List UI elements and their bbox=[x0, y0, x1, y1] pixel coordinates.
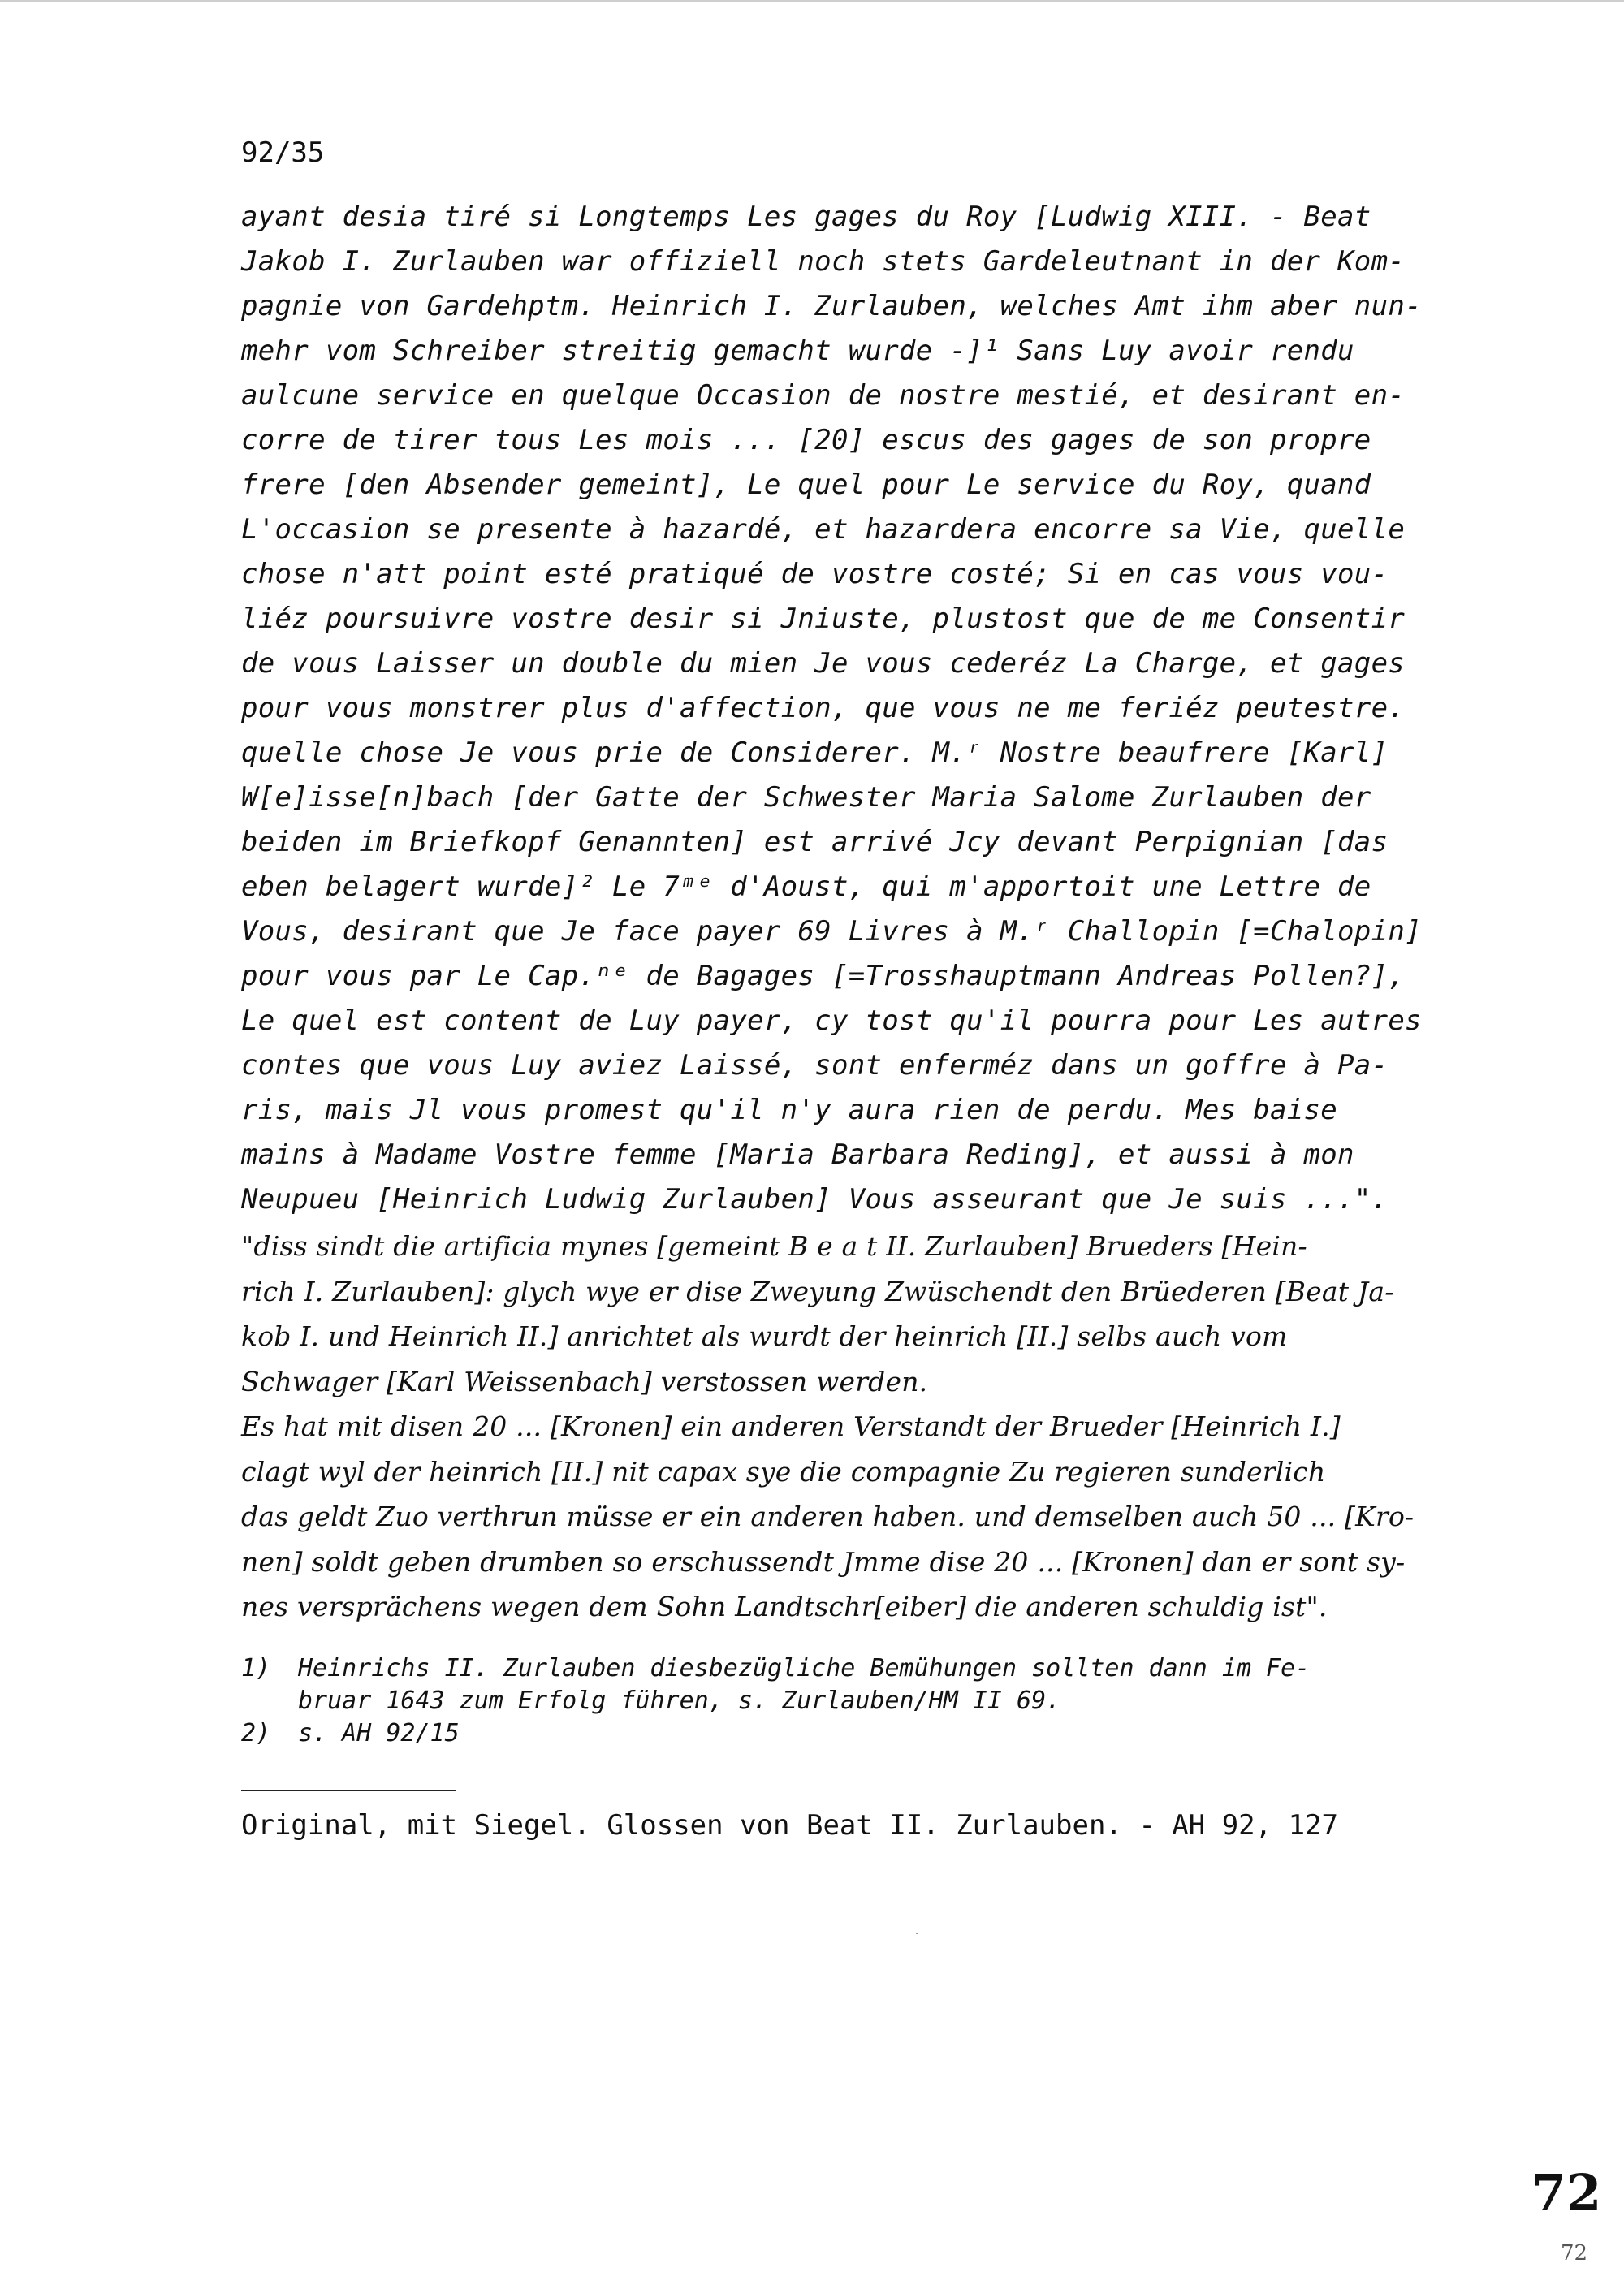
text-line: beiden im Briefkopf Genannten] est arrivé Jcy devant Perpignian [das bbox=[241, 826, 1389, 858]
text-line: Vous, desirant que Je face payer 69 Livres à M.ʳ Challopin [=Chalopin] bbox=[241, 915, 1422, 948]
document-id: 92/35 bbox=[241, 136, 325, 169]
glossa-line: kob I. und Heinrich II.] anrichtet als wurdt der heinrich [II.] selbs auch vom bbox=[241, 1320, 1288, 1352]
footnote-line: Heinrichs II. Zurlauben diesbezügliche Bemühungen sollten dann im Fe- bbox=[298, 1654, 1311, 1682]
text-line: Le quel est content de Luy payer, cy tost qu'il pourra pour Les autres bbox=[241, 1004, 1422, 1037]
footnote-number: 2) bbox=[241, 1719, 271, 1747]
glossa-line: "diss sindt die artificia mynes [gemeint B e a t II. Zurlauben] Brueders [Hein- bbox=[241, 1230, 1307, 1262]
text-line: Jakob I. Zurlauben war offiziell noch stets Gardeleutnant in der Kom- bbox=[241, 245, 1406, 278]
folio-number: 72 bbox=[1531, 2163, 1602, 2222]
text-line: de vous Laisser un double du mien Je vous cederéz La Charge, et gages bbox=[241, 647, 1406, 680]
text-line: quelle chose Je vous prie de Considerer. M.ʳ Nostre beaufrere [Karl] bbox=[241, 736, 1389, 769]
text-line: pagnie von Gardehptm. Heinrich I. Zurlauben, welches Amt ihm aber nun- bbox=[241, 290, 1422, 322]
folio-number-small: 72 bbox=[1561, 2241, 1588, 2266]
text-line: pour vous monstrer plus d'affection, que vous ne me feriéz peutestre. bbox=[241, 692, 1406, 724]
glossa-line: das geldt Zuo verthrun müsse er ein anderen haben. und demselben auch 50 ... [Kro- bbox=[241, 1501, 1415, 1532]
glossa-line: rich I. Zurlauben]: glych wye er dise Zweyung Zwüschendt den Brüederen [Beat Ja- bbox=[241, 1275, 1394, 1307]
glossa-line: Es hat mit disen 20 ... [Kronen] ein anderen Verstandt der Brueder [Heinrich I.] bbox=[241, 1410, 1341, 1442]
footnote-number: 1) bbox=[241, 1654, 271, 1682]
scan-edge bbox=[0, 0, 1624, 2]
text-line: liéz poursuivre vostre desir si Jniuste, plustost que de me Consentir bbox=[241, 603, 1406, 635]
glossa-line: nes versprächens wegen dem Sohn Landtschr[eiber] die anderen schuldig ist". bbox=[241, 1591, 1328, 1622]
footnotes bbox=[241, 1652, 1492, 1750]
glossa-line: clagt wyl der heinrich [II.] nit capax sye die compagnie Zu regieren sunderlich bbox=[241, 1455, 1326, 1488]
footnote-text bbox=[298, 1652, 1492, 1717]
text-line: ris, mais Jl vous promest qu'il n'y aura rien de perdu. Mes baise bbox=[241, 1094, 1338, 1126]
text-line: mains à Madame Vostre femme [Maria Barbara Reding], et aussi à mon bbox=[241, 1138, 1354, 1171]
footnote-line: bruar 1643 zum Erfolg führen, s. Zurlauben/HM II 69. bbox=[298, 1687, 1061, 1715]
text-line: mehr vom Schreiber streitig gemacht wurde -]¹ Sans Luy avoir rendu bbox=[241, 335, 1354, 367]
glossa-text bbox=[241, 1224, 1492, 1630]
text-line: W[e]isse[n]bach [der Gatte der Schwester Maria Salome Zurlauben der bbox=[241, 781, 1371, 814]
footnote bbox=[241, 1652, 1492, 1717]
glossa-line: nen] soldt geben drumben so erschussendt Jmme dise 20 ... [Kronen] dan er sont sy- bbox=[241, 1545, 1406, 1578]
text-line: L'occasion se presente à hazardé, et hazardera encorre sa Vie, quelle bbox=[241, 513, 1406, 546]
separator-rule bbox=[241, 1790, 456, 1791]
text-line: eben belagert wurde]² Le 7ᵐᵉ d'Aoust, qui m'apportoit une Lettre de bbox=[241, 870, 1371, 903]
text-line: aulcune service en quelque Occasion de nostre mestié, et desirant en- bbox=[241, 379, 1406, 412]
text-line: contes que vous Luy aviez Laissé, sont enferméz dans un goffre à Pa- bbox=[241, 1049, 1389, 1082]
text-line: pour vous par Le Cap.ⁿᵉ de Bagages [=Trosshauptmann Andreas Pollen?], bbox=[241, 960, 1406, 992]
text-line: chose n'att point esté pratiqué de vostre costé; Si en cas vous vou- bbox=[241, 558, 1389, 590]
footnote-line: s. AH 92/15 bbox=[298, 1719, 460, 1747]
footnote-text bbox=[298, 1717, 1492, 1750]
letter-text bbox=[241, 195, 1492, 1222]
text-line: ayant desia tiré si Longtemps Les gages du Roy [Ludwig XIII. - Beat bbox=[241, 201, 1371, 233]
text-line: frere [den Absender gemeint], Le quel pour Le service du Roy, quand bbox=[241, 469, 1371, 501]
text-line: corre de tirer tous Les mois ... [20] escus des gages de son propre bbox=[241, 424, 1371, 456]
glossa-line: Schwager [Karl Weissenbach] verstossen werden. bbox=[241, 1365, 928, 1397]
source-note: Original, mit Siegel. Glossen von Beat II. Zurlauben. - AH 92, 127 bbox=[241, 1809, 1339, 1842]
scan-speck bbox=[916, 1933, 918, 1934]
footnote bbox=[241, 1717, 1492, 1750]
text-line: Neupueu [Heinrich Ludwig Zurlauben] Vous asseurant que Je suis ...". bbox=[241, 1183, 1389, 1216]
